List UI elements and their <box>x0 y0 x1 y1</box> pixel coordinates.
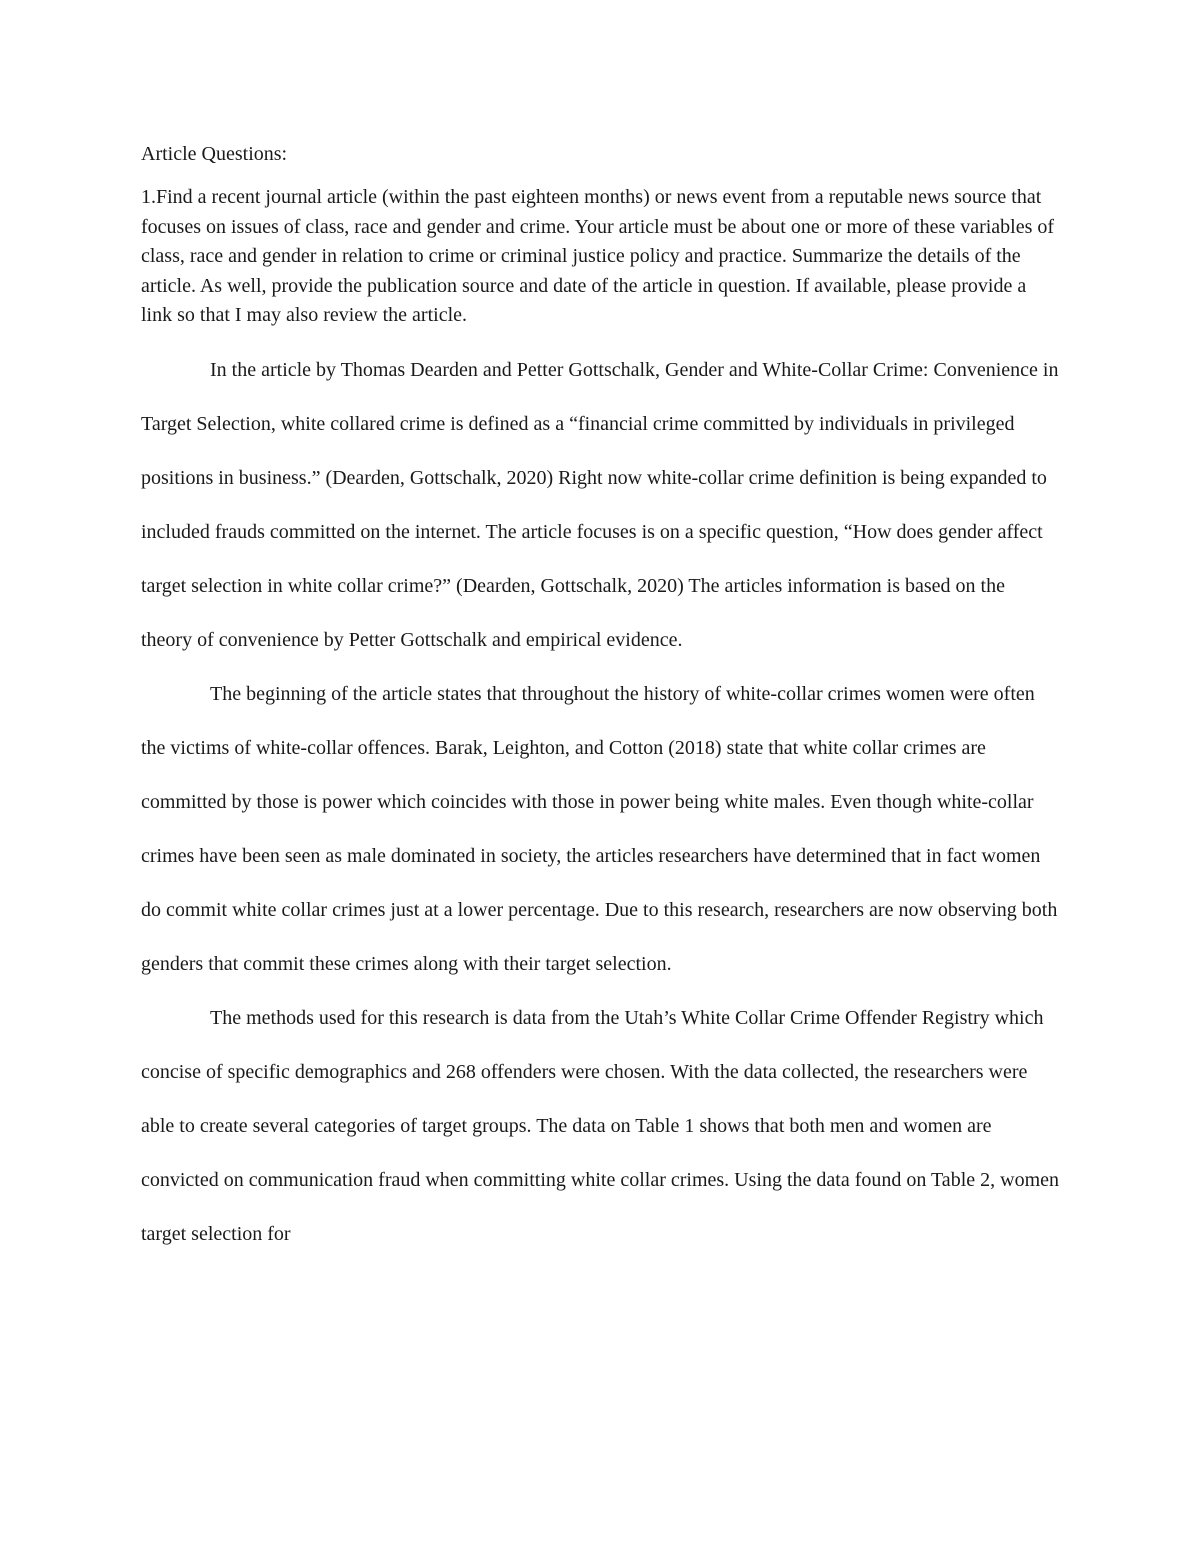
paragraph-3: The methods used for this research is data from the Utah’s White Collar Crime Offender Registry which concise of specific demographics and 268 offenders were chosen. With the data collected, the researchers were able to create several categories of target groups. The data on Table 1 shows that both men and women are convicted on communication fraud when committing white collar crimes. Using the data found on Table 2, women target selection for <box>141 1006 1059 1245</box>
question-text: 1.Find a recent journal article (within the past eighteen months) or news event from a reputable news source that focuses on issues of class, race and gender and crime. Your article must be about one or more of these variables of class, race and gender in relation to crime or criminal justice policy and practice. Summarize the details of the article. As well, provide the publication source and date of the article in question. If available, please provide a link so that I may also review the article. <box>141 186 1055 326</box>
document-heading: Article Questions: <box>141 143 288 165</box>
paragraph-2: The beginning of the article states that throughout the history of white-collar crimes women were often the victims of white-collar offences. Barak, Leighton, and Cotton (2018) state that white collar crimes are committed by those is power which coincides with those in power being white males. Even though white-collar crimes have been seen as male dominated in society, the articles researchers have determined that in fact women do commit white collar crimes just at a lower percentage. Due to this research, researchers are now observing both genders that commit these crimes along with their target selection. <box>141 682 1058 975</box>
document-page <box>141 140 1061 1261</box>
paragraph-1: In the article by Thomas Dearden and Petter Gottschalk, Gender and White-Collar Crime: Convenience in Target Selection, white collared crime is defined as a “financial crime committed by individuals in privileged positions in business.” (Dearden, Gottschalk, 2020) Right now white-collar crime definition is being expanded to included frauds committed on the internet. The article focuses is on a specific question, “How does gender affect target selection in white collar crime?” (Dearden, Gottschalk, 2020) The articles information is based on the theory of convenience by Petter Gottschalk and empirical evidence. <box>141 358 1059 651</box>
